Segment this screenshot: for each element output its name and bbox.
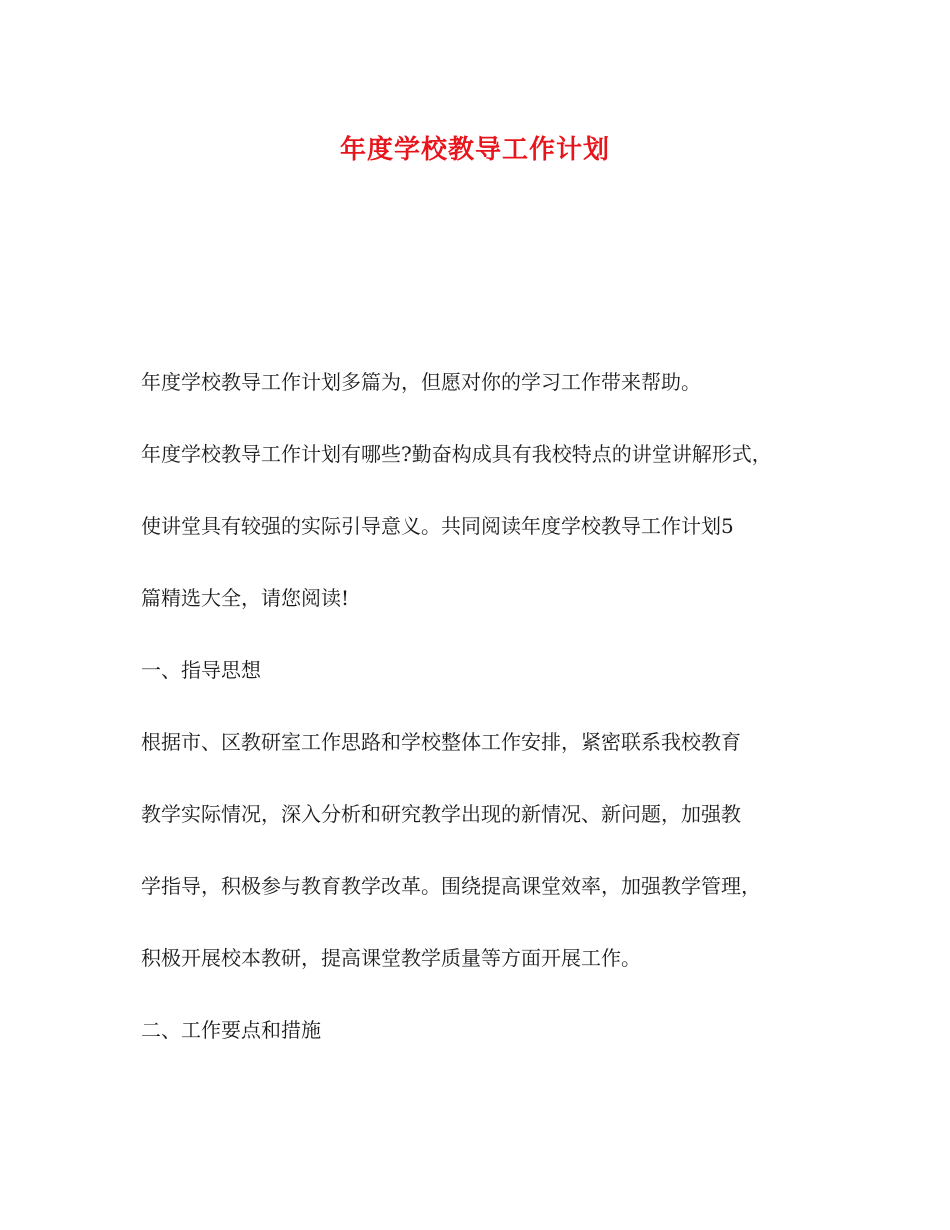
intro-line-2: 年度学校教导工作计划有哪些?勤奋构成具有我校特点的讲堂讲解形式， [141, 442, 772, 466]
intro-line-1: 年度学校教导工作计划多篇为，但愿对你的学习工作带来帮助。 [141, 370, 701, 394]
paragraph-line-3: 学指导，积极参与教育教学改革。围绕提高课堂效率，加强教学管理， [141, 874, 761, 898]
document-title: 年度学校教导工作计划 [339, 135, 610, 165]
intro-line-4: 篇精选大全，请您阅读! [141, 586, 350, 610]
paragraph-line-4: 积极开展校本教研，提高课堂教学质量等方面开展工作。 [141, 946, 641, 970]
section-heading-2: 二、工作要点和措施 [141, 1018, 321, 1042]
paragraph-line-2: 教学实际情况，深入分析和研究教学出现的新情况、新问题，加强教 [141, 802, 741, 826]
section-heading-1: 一、指导思想 [141, 658, 261, 682]
paragraph-line-1: 根据市、区教研室工作思路和学校整体工作安排，紧密联系我校教育 [141, 730, 741, 754]
intro-line-3: 使讲堂具有较强的实际引导意义。共同阅读年度学校教导工作计划5 [141, 514, 734, 538]
